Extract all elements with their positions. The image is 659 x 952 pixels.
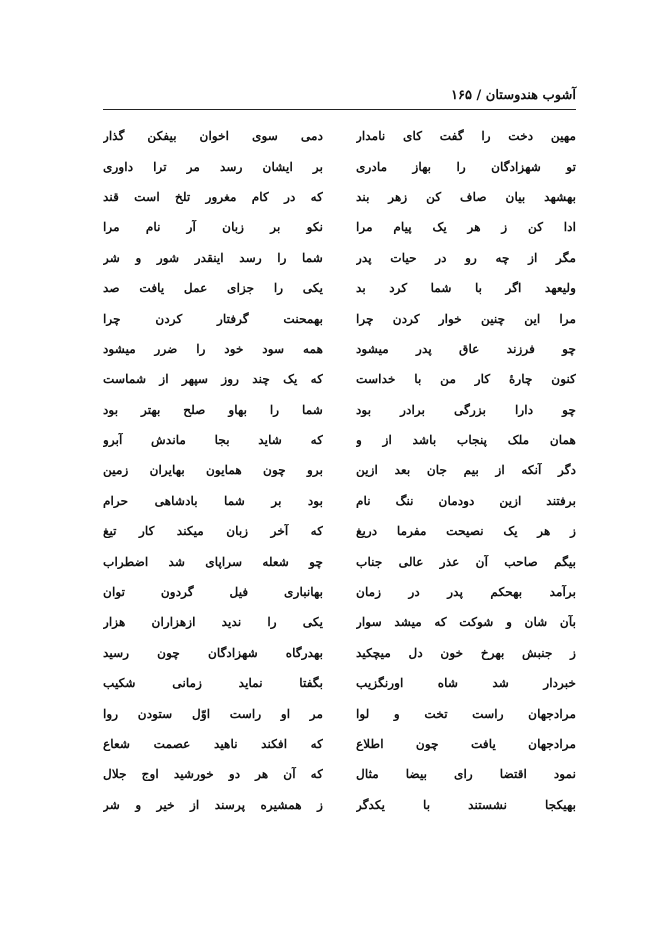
hemistich-right: مگر از چه رو در حیات پدر (356, 250, 576, 265)
couplet-row (103, 577, 576, 607)
hemistich-right: بهیکجا نشستند با یکدگر (356, 797, 576, 812)
hemistich-left: بهمحنت گرفتار کردن چرا (103, 311, 323, 326)
hemistich-right: مهین دخت را گفت کای نامدار (356, 129, 576, 144)
couplet-row (103, 212, 576, 242)
hemistich-left: یکی را جزای عمل یافت صد (103, 281, 323, 296)
couplet-row (103, 455, 576, 485)
hemistich-left: که افکند ناهید عصمت شعاع (103, 737, 323, 751)
couplet-row (103, 303, 576, 333)
hemistich-left: که در کام مغرور تلخ است قند (103, 189, 323, 204)
couplet-row (103, 759, 576, 789)
couplet-row (103, 395, 576, 425)
running-header (103, 82, 576, 110)
hemistich-right: خبردار شد شاه اورنگزیب (356, 676, 576, 691)
hemistich-left: شما را رسد اینقدر شور و شر (103, 250, 323, 265)
hemistich-right: چو دارا بزرگی برادر بود (356, 402, 576, 417)
hemistich-right: بهشهد بیان صاف کن زهر بند (356, 189, 576, 204)
hemistich-right: نمود اقتضا رای بیضا مثال (356, 767, 576, 782)
couplet-row (103, 698, 576, 728)
couplet-row (103, 151, 576, 181)
couplet-row (103, 668, 576, 698)
couplet-row (103, 516, 576, 546)
hemistich-right: ز هر یک نصیحت مفرما دریغ (356, 524, 576, 539)
couplet-row (103, 638, 576, 668)
hemistich-right: همان ملک پنجاب باشد از و (356, 433, 576, 448)
couplet-row (103, 334, 576, 364)
couplet-row (103, 790, 576, 820)
couplet-row (103, 243, 576, 273)
couplet-row (103, 486, 576, 516)
hemistich-left: بود بر شما بادشاهی حرام (103, 493, 323, 508)
hemistich-left: چو شعله سراپای شد اضطراب (103, 554, 323, 569)
hemistich-left: که شاید بجا ماندش آبرو (103, 433, 323, 448)
hemistich-right: تو شهزادگان را بهاز مادری (356, 159, 576, 174)
hemistich-right: مرا این چنین خوار کردن چرا (356, 311, 576, 326)
hemistich-right: بیگم صاحب آن عذر عالی جناب (356, 554, 576, 569)
hemistich-right: ادا کن ز هر یک پیام مرا (356, 220, 576, 235)
hemistich-right: مرادجهان یافت چون اطلاع (356, 737, 576, 751)
couplet-row (103, 364, 576, 394)
header-title: آشوب هندوستان / ۱۶۵ (451, 88, 576, 103)
couplet-row (103, 607, 576, 637)
hemistich-left: شما را بهاو صلح بهتر بود (103, 402, 323, 417)
hemistich-left: یکی را ندید ازهزاران هزار (103, 615, 323, 630)
hemistich-left: که یک چند روز سپهر از شماست (103, 372, 323, 387)
hemistich-right: ولیعهد اگر با شما کرد بد (356, 281, 576, 296)
hemistich-right: ز جنبش بهرخ خون دل میچکید (356, 645, 576, 660)
couplet-row (103, 182, 576, 212)
poem-body (103, 121, 576, 820)
hemistich-left: برو چون همایون بهایران زمین (103, 463, 323, 478)
hemistich-left: بگفتا نماید زمانی شکیب (103, 676, 323, 691)
hemistich-left: بر ایشان رسد مر ترا داوری (103, 159, 323, 174)
couplet-row (103, 425, 576, 455)
hemistich-left: دمی سوی اخوان بیفکن گذار (103, 129, 323, 144)
couplet-row (103, 546, 576, 576)
hemistich-left: ز همشیره پرسند از خیر و شر (103, 797, 323, 812)
hemistich-left: بهانباری فیل گردون توان (103, 585, 323, 600)
hemistich-right: کنون چارهٔ کار من با خداست (356, 372, 576, 387)
hemistich-right: بآن شان و شوکت که میشد سوار (356, 615, 576, 630)
hemistich-left: مر او راست اوّل ستودن روا (103, 706, 323, 721)
hemistich-right: چو فرزند عاق پدر میشود (356, 341, 576, 356)
hemistich-left: که آن هر دو خورشید اوج جلال (103, 767, 323, 782)
hemistich-left: بهدرگاه شهزادگان چون رسید (103, 645, 323, 660)
hemistich-right: برآمد بهحکم پدر در زمان (356, 585, 576, 600)
hemistich-left: همه سود خود را ضرر میشود (103, 341, 323, 356)
hemistich-left: نکو بر زبان آر نام مرا (103, 220, 323, 235)
hemistich-right: دگر آنکه از بیم جان بعد ازین (356, 463, 576, 478)
couplet-row (103, 729, 576, 759)
couplet-row (103, 273, 576, 303)
hemistich-left: که آخر زبان میکند کار تیغ (103, 524, 323, 539)
hemistich-right: برفتند ازین دودمان ننگ نام (356, 493, 576, 508)
couplet-row (103, 121, 576, 151)
hemistich-right: مرادجهان راست تخت و لوا (356, 706, 576, 721)
